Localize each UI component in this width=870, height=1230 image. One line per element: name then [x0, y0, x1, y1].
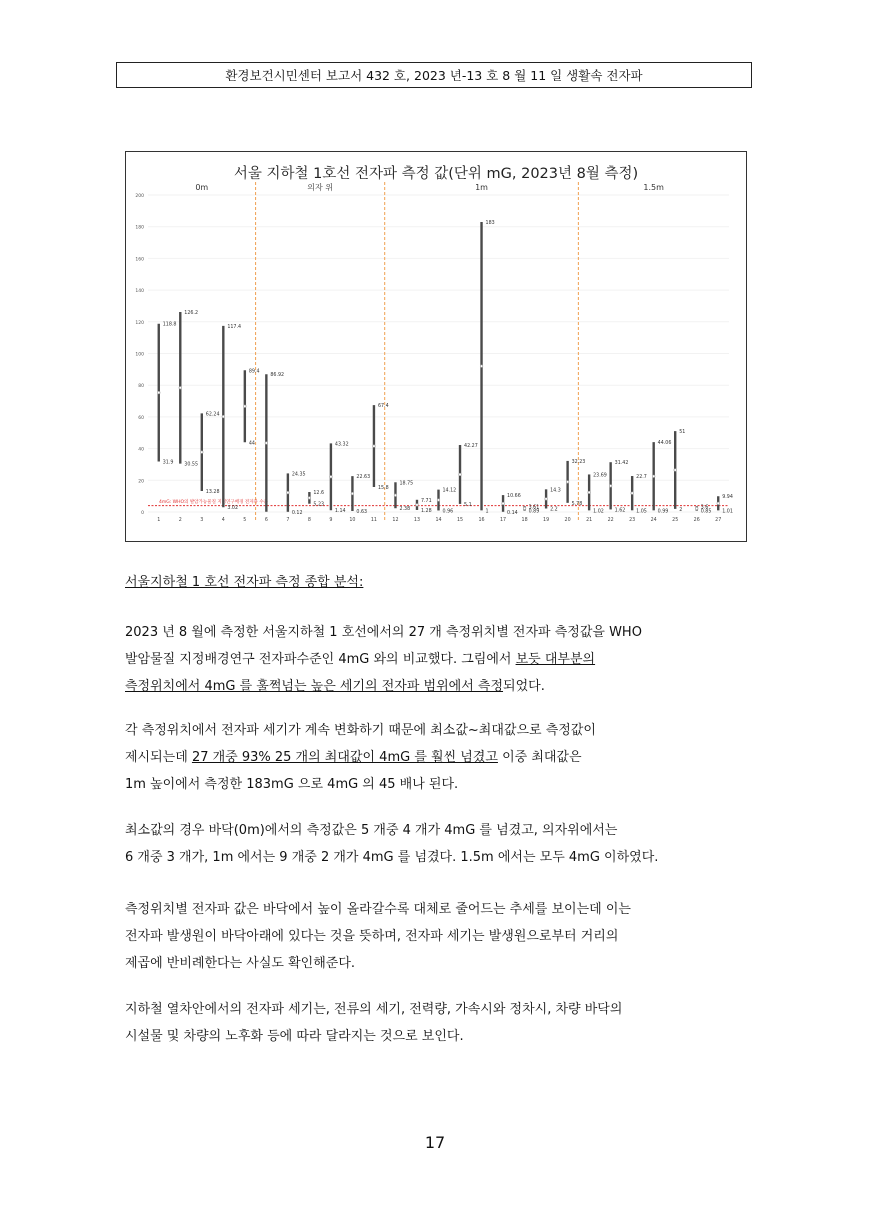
y-tick-label: 100	[135, 352, 144, 358]
analysis-paragraph-4	[125, 896, 745, 977]
analysis-title: 서울지하철 1 호선 전자파 측정 종합 분석:	[125, 575, 364, 590]
paragraph-line	[125, 646, 745, 673]
paragraph-line: 제곱에 반비례한다는 사실도 확인해준다.	[125, 956, 356, 971]
range-bar-chart	[126, 152, 746, 541]
max-value-label: 51	[679, 430, 686, 436]
x-tick-label: 4	[221, 518, 225, 523]
range-midpoint	[674, 469, 677, 472]
min-value-label: 0.99	[657, 509, 669, 515]
range-midpoint	[244, 405, 247, 408]
max-value-label: 118.8	[162, 322, 177, 328]
x-tick-label: 19	[543, 518, 550, 523]
reference-line-label: 4mG: WHO의 발암가능물질 지정연구배경 전자파 수준	[159, 500, 269, 506]
paragraph-line	[125, 744, 745, 771]
paragraph-line: 1m 높이에서 측정한 183mG 으로 4mG 의 45 배나 된다.	[125, 777, 459, 792]
min-value-label: 3.02	[227, 506, 239, 512]
paragraph-line: 2023 년 8 월에 측정한 서울지하철 1 호선에서의 27 개 측정위치별 전자파 측정값을 WHO	[125, 625, 642, 640]
min-value-label: 13.28	[205, 489, 220, 495]
max-value-label: 32.23	[571, 459, 586, 465]
x-tick-label: 25	[672, 518, 679, 523]
range-midpoint	[394, 494, 397, 497]
chart-figure	[125, 151, 747, 542]
x-tick-label: 21	[586, 518, 593, 523]
x-tick-label: 3	[200, 518, 204, 523]
range-midpoint	[222, 415, 225, 418]
range-midpoint	[373, 445, 376, 448]
max-value-label: 117.4	[227, 324, 242, 330]
max-value-label: 22.63	[356, 475, 371, 481]
x-tick-label: 20	[564, 518, 571, 523]
text-span: 제시되는데	[125, 750, 192, 765]
analysis-paragraph-2	[125, 717, 745, 798]
max-value-label: 67.4	[377, 404, 389, 410]
y-tick-label: 40	[138, 447, 144, 453]
range-midpoint	[717, 502, 720, 505]
max-value-label: 7.71	[420, 498, 432, 504]
underlined-text: 측정위치에서 4mG 를 훌쩍넘는 높은 세기의 전자파 범위에서 측정	[125, 679, 504, 694]
max-value-label: 89.4	[248, 369, 260, 375]
y-tick-label: 20	[138, 479, 144, 485]
min-value-label: 15.8	[377, 485, 389, 491]
analysis-paragraph-1	[125, 619, 745, 700]
x-tick-label: 2	[178, 518, 182, 523]
y-tick-label: 160	[135, 257, 144, 263]
range-midpoint	[502, 502, 505, 505]
text-span: 발암물질 지정배경연구 전자파수준인 4mG 와의 비교했다. 그림에서	[125, 652, 516, 667]
max-value-label: 24.35	[291, 472, 306, 478]
underlined-text: 27 개중 93% 25 개의 최대값이 4mG 를 훨씬 넘겼고	[191, 750, 498, 765]
min-value-label: 1.28	[420, 508, 432, 514]
min-value-label: 2	[679, 507, 683, 513]
max-value-label: 18.75	[399, 481, 414, 487]
paragraph-line: 전자파 발생원이 바닥아래에 있다는 것을 뜻하며, 전자파 세기는 발생원으로부터 거리의	[125, 929, 619, 944]
x-tick-label: 27	[715, 518, 722, 523]
analysis-paragraph-3	[125, 817, 745, 871]
x-tick-label: 12	[392, 518, 399, 523]
y-tick-label: 80	[138, 384, 144, 390]
paragraph-line: 각 측정위치에서 전자파 세기가 계속 변화하기 때문에 최소값~최대값으로 측정값이	[125, 723, 596, 738]
min-value-label: 1.62	[614, 508, 626, 514]
range-midpoint	[566, 481, 569, 484]
group-label: 1m	[475, 183, 488, 192]
range-midpoint	[157, 391, 160, 394]
text-span: 되었다.	[503, 679, 545, 694]
group-label: 0m	[195, 183, 209, 192]
paragraph-line: 6 개중 3 개가, 1m 에서는 9 개중 2 개가 4mG 를 넘겼다. 1.5m 에서는 모두 4mG 이하였다.	[125, 850, 659, 865]
range-midpoint	[545, 498, 548, 501]
range-midpoint	[437, 499, 440, 502]
analysis-paragraph-5	[125, 996, 745, 1050]
max-value-label: 62.24	[205, 412, 220, 418]
range-midpoint	[330, 475, 333, 478]
y-tick-label: 140	[135, 289, 144, 295]
x-tick-label: 26	[693, 518, 700, 523]
paragraph-line: 시설물 및 차량의 노후화 등에 따라 달라지는 것으로 보인다.	[125, 1029, 464, 1044]
max-value-label: 22.7	[636, 475, 647, 481]
chart-title: 서울 지하철 1호선 전자파 측정 값(단위 mG, 2023년 8월 측정)	[233, 166, 639, 182]
report-header-text: 환경보건시민센터 보고서 432 호, 2023 년-13 호 8 월 11 일 생활속 전자파	[225, 68, 643, 83]
range-midpoint	[265, 442, 268, 445]
x-tick-label: 1	[157, 518, 161, 523]
max-value-label: 126.2	[184, 310, 199, 316]
y-tick-label: 60	[138, 415, 144, 421]
x-tick-label: 17	[500, 518, 507, 523]
x-tick-label: 13	[413, 518, 421, 523]
x-tick-label: 24	[650, 518, 657, 523]
max-value-label: 42.27	[464, 444, 478, 450]
min-value-label: 5.78	[571, 501, 583, 507]
range-midpoint	[287, 491, 290, 494]
paragraph-line: 지하철 열차안에서의 전자파 세기는, 전류의 세기, 전력량, 가속시와 정차시, 차량 바닥의	[125, 1002, 623, 1017]
min-value-label: 5.23	[313, 502, 325, 508]
min-value-label: 0.14	[507, 510, 518, 516]
range-midpoint	[652, 475, 655, 478]
range-midpoint	[609, 485, 612, 488]
max-value-label: 3.6	[700, 505, 709, 511]
min-value-label: 44	[248, 441, 255, 447]
y-tick-label: 200	[135, 194, 144, 199]
max-value-label: 14.12	[442, 488, 457, 494]
max-value-label: 31.42	[614, 461, 629, 467]
y-tick-label: 120	[135, 320, 144, 326]
range-midpoint	[631, 492, 634, 495]
group-label: 1.5m	[643, 183, 664, 192]
x-tick-label: 23	[629, 518, 636, 523]
min-value-label: 1.01	[722, 509, 733, 515]
text-span: 이중 최대값은	[497, 750, 582, 765]
x-tick-label: 15	[456, 518, 464, 523]
min-value-label: 0.12	[291, 510, 303, 516]
x-tick-label: 14	[435, 518, 442, 523]
max-value-label: 86.92	[270, 373, 285, 379]
max-value-label: 183	[485, 220, 495, 226]
range-midpoint	[523, 507, 526, 510]
min-value-label: 5.1	[464, 502, 472, 508]
x-tick-label: 5	[243, 518, 247, 523]
min-value-label: 1.14	[334, 509, 346, 515]
x-tick-label: 6	[264, 518, 268, 523]
y-tick-label: 180	[135, 225, 144, 231]
range-midpoint	[416, 504, 419, 507]
min-value-label: 0.85	[700, 509, 712, 515]
x-tick-label: 8	[307, 518, 311, 523]
range-midpoint	[351, 492, 354, 495]
x-tick-label: 22	[607, 518, 614, 523]
max-value-label: 44.06	[657, 441, 672, 447]
min-value-label: 1	[485, 509, 489, 515]
range-midpoint	[459, 473, 462, 476]
min-value-label: 0.89	[528, 509, 540, 515]
range-midpoint	[179, 386, 182, 389]
paragraph-line: 측정위치별 전자파 값은 바닥에서 높이 올라갈수록 대체로 줄어드는 추세를 보이는데 이는	[125, 902, 631, 917]
y-tick-label: 0	[141, 511, 144, 516]
group-label: 의자 위	[307, 183, 334, 192]
min-value-label: 2.2	[550, 507, 558, 513]
min-value-label: 1.05	[636, 509, 647, 515]
min-value-label: 0.63	[356, 510, 368, 516]
x-tick-label: 9	[329, 518, 333, 523]
max-value-label: 23.69	[593, 473, 607, 479]
x-tick-label: 18	[521, 518, 528, 523]
max-value-label: 12.6	[313, 491, 325, 497]
x-tick-label: 10	[349, 518, 356, 523]
max-value-label: 43.32	[334, 442, 349, 448]
x-tick-label: 7	[286, 518, 290, 523]
paragraph-line	[125, 673, 745, 700]
paragraph-line: 최소값의 경우 바닥(0m)에서의 측정값은 5 개중 4 개가 4mG 를 넘겼고, 의자위에서는	[125, 823, 618, 838]
min-value-label: 1.02	[593, 509, 604, 515]
range-midpoint	[200, 451, 203, 454]
max-value-label: 9.94	[722, 495, 733, 501]
max-value-label: 10.66	[507, 494, 521, 500]
range-midpoint	[480, 365, 483, 368]
min-value-label: 2.38	[399, 507, 411, 513]
page-number: 17	[424, 1133, 446, 1152]
min-value-label: 30.55	[184, 462, 199, 468]
x-tick-label: 16	[478, 518, 485, 523]
max-value-label: 14.3	[550, 488, 561, 494]
report-header	[116, 62, 752, 88]
max-value-label: 3.61	[528, 505, 540, 511]
range-midpoint	[308, 497, 311, 500]
min-value-label: 0.96	[442, 509, 454, 515]
range-midpoint	[588, 491, 591, 494]
range-midpoint	[695, 507, 698, 510]
min-value-label: 31.9	[162, 460, 174, 466]
x-tick-label: 11	[370, 518, 377, 523]
underlined-text: 보듯 대부분의	[515, 652, 596, 667]
